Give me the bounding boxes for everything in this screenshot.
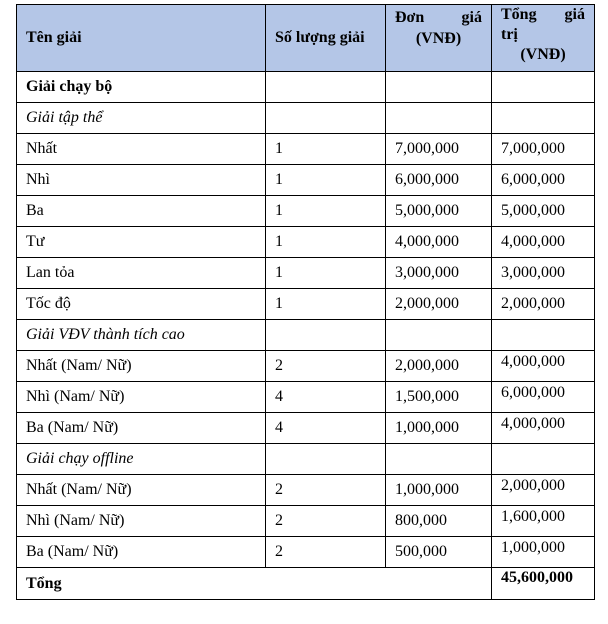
table-row [17,413,595,444]
cell-unit-price: 5,000,000 [386,196,492,227]
cell-unit-price [386,103,492,134]
cell-total: 5,000,000 [492,196,595,227]
cell-prize-name: Nhì (Nam/ Nữ) [17,506,266,537]
cell-total: 4,000,000 [492,413,595,444]
cell-prize-name: Giải chạy bộ [17,72,266,103]
cell-quantity: 1 [266,289,386,320]
header-unit-price-word1: Đơn [395,9,425,26]
table-row [17,196,595,227]
cell-quantity: 1 [266,165,386,196]
cell-total: 2,000,000 [492,475,595,506]
cell-quantity: 2 [266,537,386,568]
header-unit-price-unit: (VNĐ) [415,30,462,47]
table-row [17,351,595,382]
cell-unit-price: 1,000,000 [386,413,492,444]
cell-quantity [266,320,386,351]
cell-quantity: 1 [266,227,386,258]
cell-unit-price: 2,000,000 [386,289,492,320]
group-row [17,72,595,103]
summary-total: 45,600,000 [492,568,595,600]
header-prize-name: Tên giải [17,5,266,72]
header-total-word3: trị [501,26,518,43]
cell-unit-price [386,320,492,351]
cell-prize-name: Nhất (Nam/ Nữ) [17,475,266,506]
header-total-line1 [501,5,585,25]
cell-total: 1,600,000 [492,506,595,537]
cell-total: 4,000,000 [492,227,595,258]
subgroup-row [17,320,595,351]
cell-prize-name: Tư [17,227,266,258]
cell-prize-name: Giải VĐV thành tích cao [17,320,266,351]
cell-quantity [266,72,386,103]
cell-prize-name: Tốc độ [17,289,266,320]
prize-table [16,4,595,600]
cell-quantity: 2 [266,351,386,382]
table-row [17,227,595,258]
cell-prize-name: Lan tỏa [17,258,266,289]
table-row [17,537,595,568]
table-header [17,5,595,72]
cell-prize-name: Ba [17,196,266,227]
header-total-word1: Tổng [501,6,537,23]
header-unit-price-line1 [395,7,482,28]
table-row [17,475,595,506]
cell-quantity: 4 [266,413,386,444]
header-unit-price [386,5,492,72]
cell-quantity: 1 [266,196,386,227]
header-total-unit: (VNĐ) [520,46,566,63]
cell-total: 6,000,000 [492,165,595,196]
cell-unit-price: 500,000 [386,537,492,568]
cell-prize-name: Nhì [17,165,266,196]
cell-unit-price: 6,000,000 [386,165,492,196]
header-quantity: Số lượng giải [266,5,386,72]
table-row [17,134,595,165]
cell-total: 2,000,000 [492,289,595,320]
cell-prize-name: Ba (Nam/ Nữ) [17,537,266,568]
cell-quantity: 1 [266,258,386,289]
cell-unit-price [386,72,492,103]
summary-row [17,568,595,600]
cell-quantity: 2 [266,506,386,537]
cell-unit-price: 1,500,000 [386,382,492,413]
table-row [17,289,595,320]
cell-quantity: 2 [266,475,386,506]
cell-total: 4,000,000 [492,351,595,382]
cell-unit-price [386,444,492,475]
header-total-word2: giá [564,6,585,23]
cell-prize-name: Giải tập thể [17,103,266,134]
cell-quantity [266,444,386,475]
cell-prize-name: Ba (Nam/ Nữ) [17,413,266,444]
table-footer [17,568,595,600]
cell-unit-price: 7,000,000 [386,134,492,165]
table-row [17,382,595,413]
cell-total [492,72,595,103]
cell-total: 1,000,000 [492,537,595,568]
table-row [17,506,595,537]
summary-label: Tổng [17,568,492,600]
cell-total [492,320,595,351]
cell-prize-name: Nhì (Nam/ Nữ) [17,382,266,413]
subgroup-row [17,444,595,475]
cell-unit-price: 4,000,000 [386,227,492,258]
cell-quantity: 1 [266,134,386,165]
cell-unit-price: 2,000,000 [386,351,492,382]
cell-total [492,103,595,134]
cell-quantity: 4 [266,382,386,413]
cell-prize-name: Giải chạy offline [17,444,266,475]
subgroup-row [17,103,595,134]
cell-quantity [266,103,386,134]
header-total-value [492,5,595,72]
table-row [17,165,595,196]
cell-total: 6,000,000 [492,382,595,413]
cell-total: 3,000,000 [492,258,595,289]
cell-prize-name: Nhất (Nam/ Nữ) [17,351,266,382]
table-body [17,72,595,568]
cell-unit-price: 3,000,000 [386,258,492,289]
cell-total: 7,000,000 [492,134,595,165]
table-row [17,258,595,289]
header-unit-price-word2: giá [461,9,482,26]
header-row [17,5,595,72]
cell-unit-price: 800,000 [386,506,492,537]
cell-unit-price: 1,000,000 [386,475,492,506]
cell-total [492,444,595,475]
cell-prize-name: Nhất [17,134,266,165]
